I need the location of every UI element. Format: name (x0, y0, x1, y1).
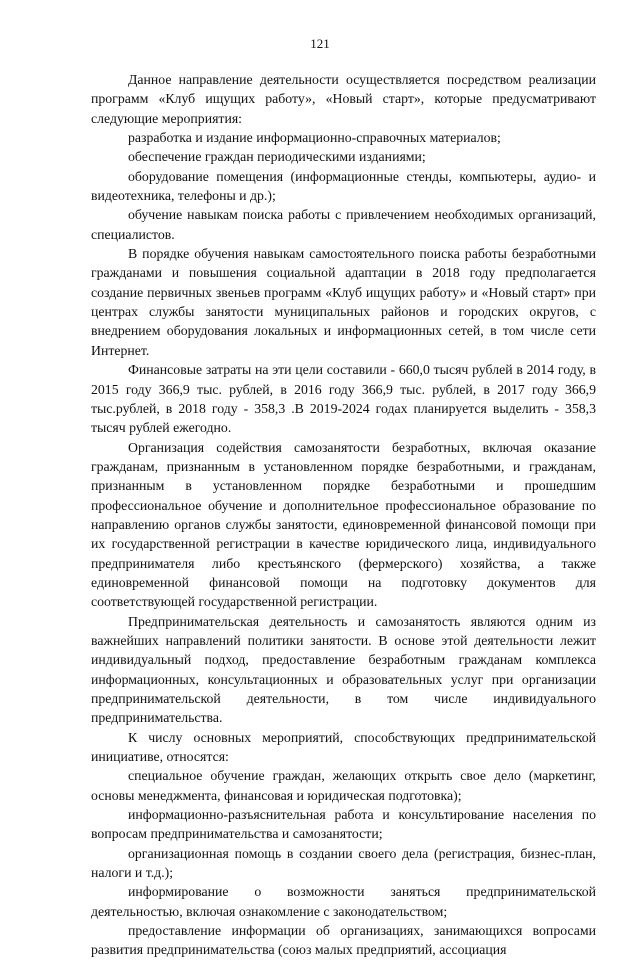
list-item-informing: информирование о возможности заняться предпринимательской деятельностью, включая ознакомление с законодательством; (91, 884, 596, 919)
page-body-text (91, 70, 596, 960)
paragraph-financial-costs: Финансовые затраты на эти цели составили - 660,0 тысяч рублей в 2014 году, в 2015 году 366,9 тыс. рублей, в 2016 году 366,9 тыс. рублей, в 2017 году 366,9 тыс.рублей, в 2018 году - 358,3 .В 2019-2024 годах планируется выделить - 358,3 тысяч рублей ежегодно. (91, 362, 596, 436)
paragraph-entrepreneurship: Предпринимательская деятельность и самозанятость являются одним из важнейших направлений политики занятости. В основе этой деятельности лежит индивидуальный подход, предоставление безработным гражданам комплекса информационных, консультационных и образовательных услуг при организации предпринимательской деятельности, в том числе индивидуального предпринимательства. (91, 613, 596, 726)
paragraph-main-measures: К числу основных мероприятий, способствующих предпринимательской инициативе, относятся: (91, 729, 596, 765)
list-item-periodicals: обеспечение граждан периодическими изданиями; (128, 149, 426, 165)
list-item-providing-information: предоставление информации об организациях, занимающихся вопросами развития предпринимательства (союз малых предприятий, ассоциация (91, 923, 596, 958)
list-item-consulting: информационно-разъяснительная работа и консультирование населения по вопросам предпринимательства и самозанятости; (91, 807, 596, 842)
paragraph-training-2018: В порядке обучения навыкам самостоятельного поиска работы безработными гражданами и повышения социальной адаптации в 2018 году предполагается создание первичных звеньев программ «Клуб ищущих работу» и «Новый старт» при центрах службы занятости муниципальных районов и городских округов, с внедрением оборудования локальных и информационных сетей, в том числе сети Интернет. (91, 246, 596, 358)
list-item-equipment: оборудование помещения (информационные стенды, компьютеры, аудио- и видеотехника, телефоны и др.); (91, 168, 596, 204)
list-item-special-training: специальное обучение граждан, желающих открыть свое дело (маркетинг, основы менеджмента, финансовая и юридическая подготовка); (91, 768, 596, 803)
paragraph-intro: Данное направление деятельности осуществляется посредством реализации программ «Клуб ищущих работу», «Новый старт», которые предусматривают следующие мероприятия: (91, 72, 596, 126)
page-number: 121 (310, 36, 330, 51)
list-item-job-search-training: обучение навыкам поиска работы с привлечением необходимых организаций, специалистов. (91, 207, 596, 242)
list-item-organizational-help: организационная помощь в создании своего дела (регистрация, бизнес-план, налоги и т.д.); (91, 845, 596, 881)
list-item-materials: разработка и издание информационно-справочных материалов; (128, 130, 501, 146)
paragraph-self-employment-support: Организация содействия самозанятости безработных, включая оказание гражданам, признанным в установленном порядке безработными, и гражданам, признанным в установленном порядке безработными и прошедшим профессиональное обучение и дополнительное профессиональное образование по направлению органов службы занятости, единовременной финансовой помощи при их государственной регистрации в качестве юридического лица, индивидуального предпринимателя либо крестьянского (фермерского) хозяйства, а также единовременной финансовой помощи на подготовку документов для соответствующей государственной регистрации. (91, 439, 596, 610)
